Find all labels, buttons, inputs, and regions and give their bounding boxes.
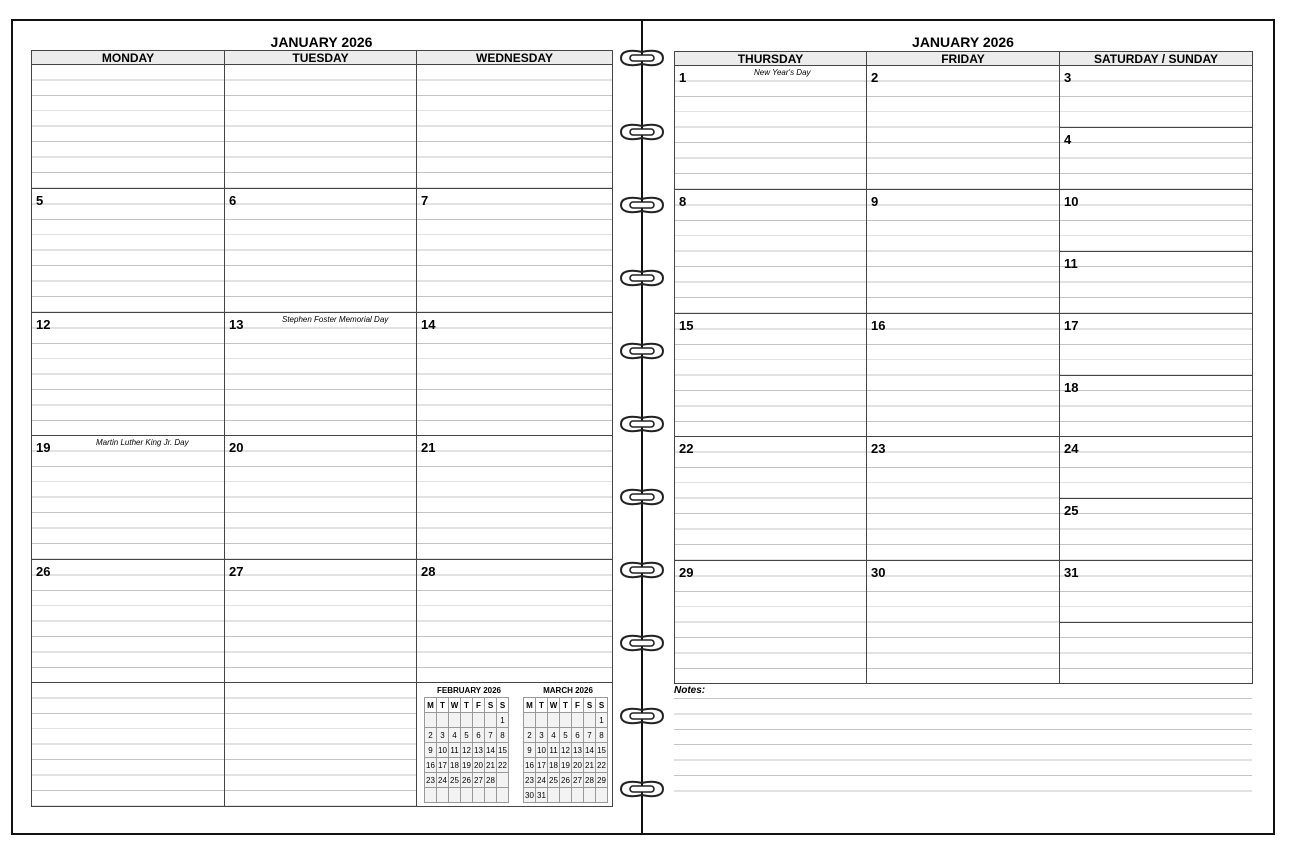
mini-calendar-title: MARCH 2026	[543, 686, 593, 695]
mini-day: 30	[524, 788, 536, 803]
mini-day	[548, 713, 560, 728]
holiday-label: New Year's Day	[754, 68, 811, 77]
mini-day	[584, 713, 596, 728]
mini-dow: F	[473, 698, 485, 713]
mini-calendar-february	[424, 697, 509, 803]
day-number: 24	[1064, 441, 1079, 456]
holiday-label: Stephen Foster Memorial Day	[282, 315, 389, 324]
mini-day: 17	[536, 758, 548, 773]
day-number: 2	[871, 70, 879, 85]
notes-area[interactable]	[674, 698, 1252, 806]
mini-day: 14	[584, 743, 596, 758]
day-cell[interactable]	[225, 560, 417, 683]
blank-cell[interactable]	[225, 683, 417, 806]
day-number: 16	[871, 318, 886, 333]
mini-day: 25	[548, 773, 560, 788]
day-cell[interactable]	[867, 190, 1060, 314]
mini-day: 27	[473, 773, 485, 788]
mini-day	[497, 788, 509, 803]
mini-day: 24	[437, 773, 449, 788]
mini-day	[584, 788, 596, 803]
day-number: 21	[421, 440, 436, 455]
mini-day: 20	[572, 758, 584, 773]
day-cell[interactable]	[867, 561, 1060, 683]
mini-day: 2	[425, 728, 437, 743]
day-number: 26	[36, 564, 51, 579]
mini-dow: M	[524, 698, 536, 713]
mini-dow: M	[425, 698, 437, 713]
mini-dow: T	[437, 698, 449, 713]
day-number: 20	[229, 440, 244, 455]
mini-day: 12	[461, 743, 473, 758]
right-calendar-grid	[674, 51, 1253, 684]
mini-day: 15	[497, 743, 509, 758]
mini-day: 1	[497, 713, 509, 728]
day-number: 29	[679, 565, 694, 580]
binder-ring-icon	[618, 411, 666, 437]
day-cell[interactable]	[32, 313, 225, 436]
mini-day: 13	[572, 743, 584, 758]
holiday-label: Martin Luther King Jr. Day	[96, 438, 189, 447]
mini-day: 7	[485, 728, 497, 743]
header-tuesday: TUESDAY	[225, 51, 417, 65]
day-number: 31	[1064, 565, 1079, 580]
day-number: 6	[229, 193, 237, 208]
binder-ring-icon	[618, 703, 666, 729]
mini-day: 3	[536, 728, 548, 743]
day-cell[interactable]	[32, 189, 225, 313]
mini-day	[437, 788, 449, 803]
day-number: 19	[36, 440, 51, 455]
day-cell[interactable]	[32, 65, 225, 189]
mini-day	[425, 788, 437, 803]
mini-day: 3	[437, 728, 449, 743]
mini-day	[461, 713, 473, 728]
binder-ring-icon	[618, 45, 666, 71]
day-number: 15	[679, 318, 694, 333]
mini-dow: F	[572, 698, 584, 713]
mini-dow: S	[485, 698, 497, 713]
mini-day	[449, 788, 461, 803]
day-number: 5	[36, 193, 44, 208]
weekend-cell[interactable]	[1060, 314, 1252, 437]
binder-ring-icon	[618, 338, 666, 364]
weekend-cell[interactable]	[1060, 561, 1252, 683]
mini-day: 15	[596, 743, 608, 758]
mini-day: 10	[536, 743, 548, 758]
blank-cell[interactable]	[32, 683, 225, 806]
mini-day	[425, 713, 437, 728]
mini-day	[473, 788, 485, 803]
weekend-cell[interactable]	[1060, 190, 1252, 314]
mini-day	[524, 713, 536, 728]
weekend-cell[interactable]	[1060, 66, 1252, 190]
day-cell[interactable]	[225, 436, 417, 560]
mini-day: 24	[536, 773, 548, 788]
mini-day: 21	[485, 758, 497, 773]
day-cell[interactable]	[867, 66, 1060, 190]
mini-day: 16	[524, 758, 536, 773]
day-cell[interactable]	[675, 190, 867, 314]
day-cell[interactable]	[225, 65, 417, 189]
day-number: 8	[679, 194, 687, 209]
mini-day: 22	[497, 758, 509, 773]
day-number: 4	[1064, 132, 1072, 147]
day-cell[interactable]	[225, 189, 417, 313]
day-number: 10	[1064, 194, 1079, 209]
binder-ring-icon	[618, 557, 666, 583]
mini-day: 19	[560, 758, 572, 773]
weekend-cell[interactable]	[1060, 437, 1252, 561]
day-number: 30	[871, 565, 886, 580]
mini-day: 25	[449, 773, 461, 788]
day-cell[interactable]	[417, 560, 612, 683]
mini-dow: S	[584, 698, 596, 713]
day-number: 17	[1064, 318, 1079, 333]
mini-day: 13	[473, 743, 485, 758]
binder-ring-icon	[618, 192, 666, 218]
mini-dow: T	[560, 698, 572, 713]
day-number: 14	[421, 317, 436, 332]
mini-dow: W	[548, 698, 560, 713]
mini-day: 7	[584, 728, 596, 743]
mini-day	[560, 788, 572, 803]
day-number: 28	[421, 564, 436, 579]
mini-day: 18	[548, 758, 560, 773]
binder-ring-icon	[618, 484, 666, 510]
mini-day	[485, 788, 497, 803]
mini-day: 19	[461, 758, 473, 773]
day-number: 9	[871, 194, 879, 209]
mini-day: 9	[524, 743, 536, 758]
day-cell[interactable]	[867, 437, 1060, 561]
mini-day	[572, 788, 584, 803]
day-number: 12	[36, 317, 51, 332]
day-cell[interactable]	[867, 314, 1060, 437]
mini-day: 8	[497, 728, 509, 743]
mini-day: 6	[572, 728, 584, 743]
mini-day: 18	[449, 758, 461, 773]
mini-day: 21	[584, 758, 596, 773]
mini-day	[536, 713, 548, 728]
mini-day: 23	[425, 773, 437, 788]
day-cell[interactable]	[225, 313, 417, 436]
right-month-title: JANUARY 2026	[912, 34, 1014, 50]
mini-day: 5	[461, 728, 473, 743]
day-number: 23	[871, 441, 886, 456]
mini-day: 4	[449, 728, 461, 743]
mini-day: 11	[548, 743, 560, 758]
day-cell[interactable]	[32, 560, 225, 683]
day-cell[interactable]	[417, 189, 612, 313]
mini-day	[572, 713, 584, 728]
mini-day: 6	[473, 728, 485, 743]
mini-day: 11	[449, 743, 461, 758]
mini-day: 28	[584, 773, 596, 788]
mini-calendar-march	[523, 697, 608, 803]
mini-day: 2	[524, 728, 536, 743]
mini-day: 23	[524, 773, 536, 788]
mini-day	[461, 788, 473, 803]
weekend-divider	[1060, 375, 1252, 376]
notes-label: Notes:	[674, 685, 706, 696]
day-number: 18	[1064, 380, 1079, 395]
day-cell[interactable]	[417, 436, 612, 560]
day-cell[interactable]	[675, 66, 867, 190]
header-monday: MONDAY	[32, 51, 225, 65]
day-cell[interactable]	[417, 65, 612, 189]
mini-day: 9	[425, 743, 437, 758]
day-cell[interactable]	[675, 437, 867, 561]
mini-day: 26	[461, 773, 473, 788]
day-number: 11	[1064, 256, 1078, 271]
weekend-divider	[1060, 251, 1252, 252]
day-cell[interactable]	[675, 314, 867, 437]
mini-dow: T	[536, 698, 548, 713]
mini-day: 12	[560, 743, 572, 758]
mini-day	[560, 713, 572, 728]
mini-day: 31	[536, 788, 548, 803]
weekend-divider	[1060, 498, 1252, 499]
mini-day: 22	[596, 758, 608, 773]
mini-day	[473, 713, 485, 728]
mini-day: 20	[473, 758, 485, 773]
header-friday: FRIDAY	[867, 52, 1060, 66]
day-number: 25	[1064, 503, 1079, 518]
mini-dow: S	[497, 698, 509, 713]
mini-day: 27	[572, 773, 584, 788]
binder-ring-icon	[618, 119, 666, 145]
weekend-divider	[1060, 127, 1252, 128]
day-number: 13	[229, 317, 244, 332]
day-number: 27	[229, 564, 244, 579]
mini-calendar-title: FEBRUARY 2026	[436, 686, 502, 695]
left-month-title: JANUARY 2026	[270, 34, 373, 50]
mini-day: 8	[596, 728, 608, 743]
day-cell[interactable]	[675, 561, 867, 683]
mini-dow: S	[596, 698, 608, 713]
mini-day: 28	[485, 773, 497, 788]
mini-day	[596, 788, 608, 803]
day-cell[interactable]	[32, 436, 225, 560]
mini-day	[548, 788, 560, 803]
mini-day: 29	[596, 773, 608, 788]
day-cell[interactable]	[417, 313, 612, 436]
binder-ring-icon	[618, 630, 666, 656]
mini-day: 5	[560, 728, 572, 743]
mini-day	[437, 713, 449, 728]
day-number: 3	[1064, 70, 1072, 85]
mini-dow: W	[449, 698, 461, 713]
header-thursday: THURSDAY	[675, 52, 867, 66]
day-number: 1	[679, 70, 687, 85]
mini-day: 10	[437, 743, 449, 758]
day-number: 7	[421, 193, 429, 208]
mini-day: 26	[560, 773, 572, 788]
day-number: 22	[679, 441, 694, 456]
mini-day	[449, 713, 461, 728]
header-weekend: SATURDAY / SUNDAY	[1060, 52, 1252, 66]
mini-day: 14	[485, 743, 497, 758]
binder-ring-icon	[618, 776, 666, 802]
binder-ring-icon	[618, 265, 666, 291]
mini-day: 1	[596, 713, 608, 728]
header-wednesday: WEDNESDAY	[417, 51, 612, 65]
mini-dow: T	[461, 698, 473, 713]
mini-day: 4	[548, 728, 560, 743]
mini-day: 16	[425, 758, 437, 773]
weekend-divider	[1060, 622, 1252, 623]
mini-day	[485, 713, 497, 728]
mini-day	[497, 773, 509, 788]
mini-day: 17	[437, 758, 449, 773]
